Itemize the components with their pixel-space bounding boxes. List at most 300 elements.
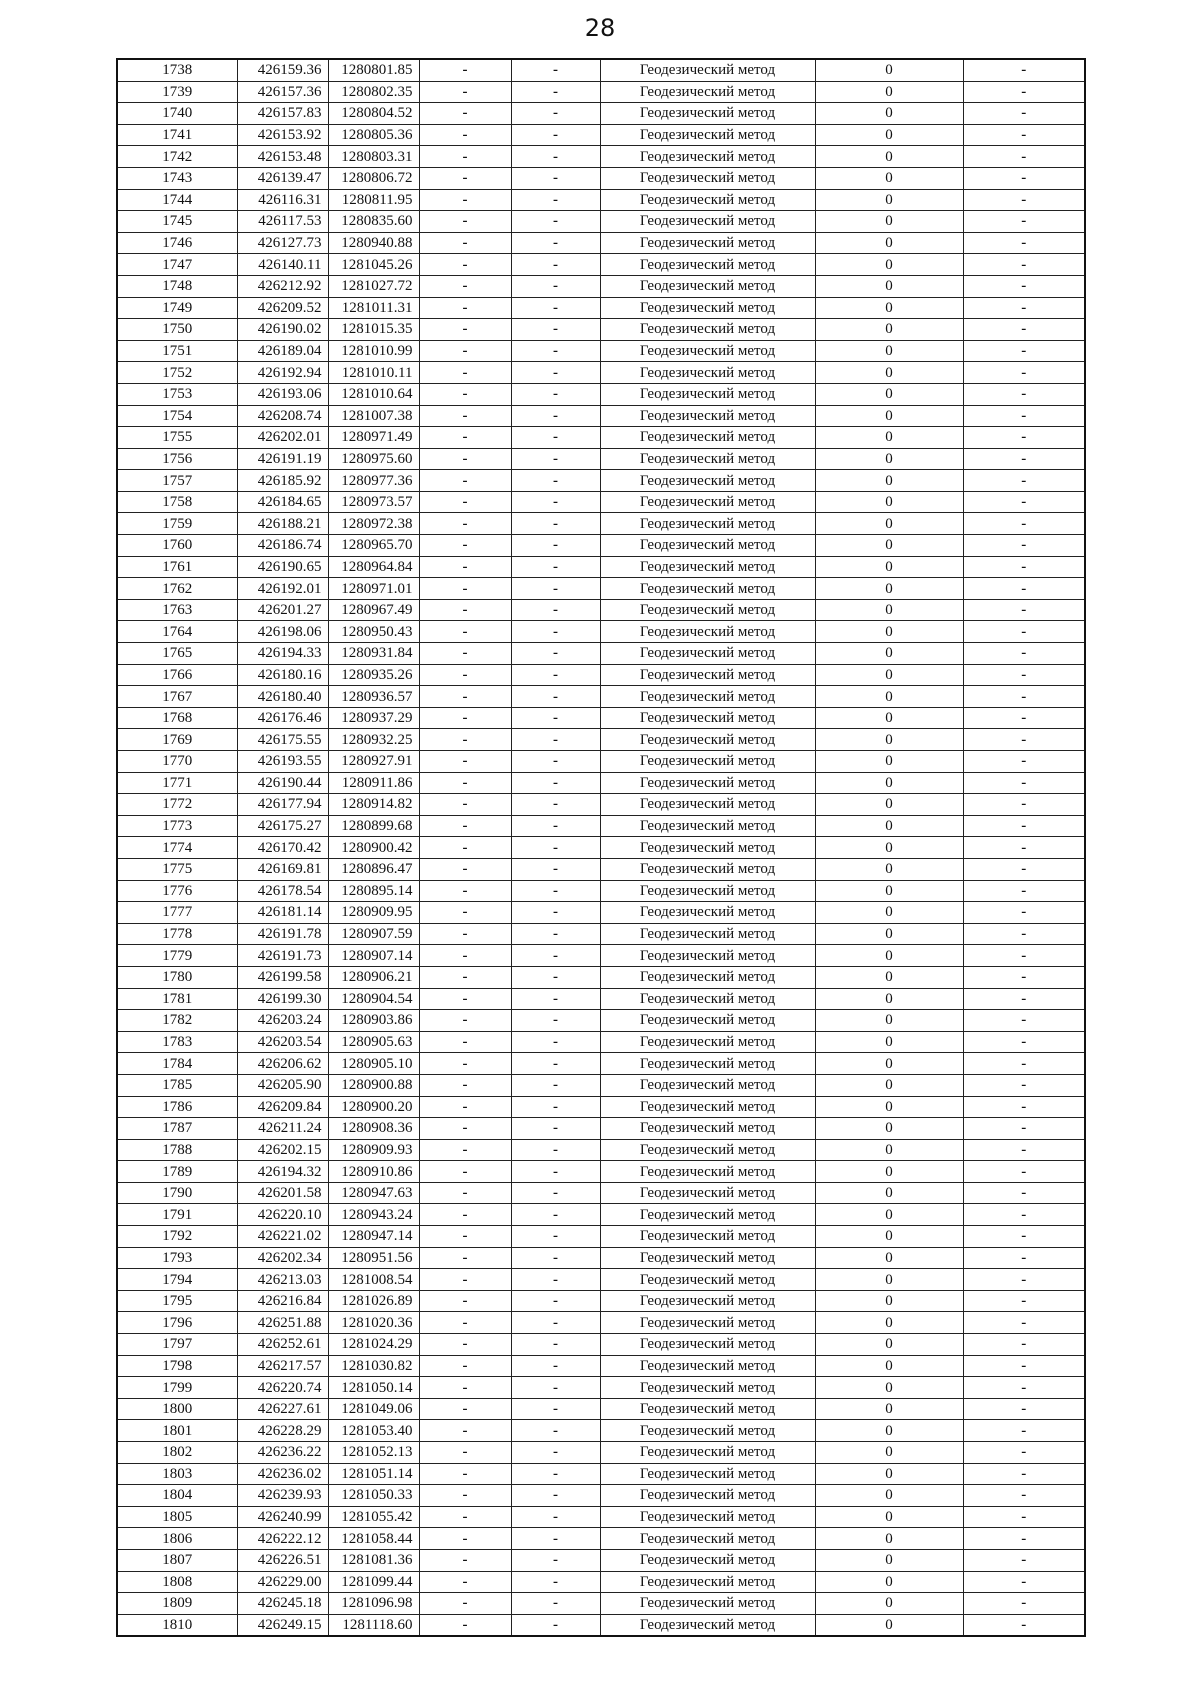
dash-cell-a: - [419, 1377, 511, 1399]
table-row [117, 1204, 1085, 1226]
table-row [117, 211, 1085, 233]
dash-cell-b: - [511, 1506, 600, 1528]
method-cell: Геодезический метод [600, 1053, 815, 1075]
method-cell: Геодезический метод [600, 470, 815, 492]
dash-cell-a: - [419, 837, 511, 859]
dash-cell-b: - [511, 772, 600, 794]
dash-cell-b: - [511, 1031, 600, 1053]
point-number-cell: 1768 [117, 707, 237, 729]
point-number-cell: 1784 [117, 1053, 237, 1075]
dash-cell-b: - [511, 815, 600, 837]
dash-cell-a: - [419, 1204, 511, 1226]
method-cell: Геодезический метод [600, 103, 815, 125]
method-cell: Геодезический метод [600, 1334, 815, 1356]
description-cell: - [963, 513, 1085, 535]
table-row [117, 729, 1085, 751]
accuracy-cell: 0 [815, 340, 963, 362]
x-coordinate-cell: 426190.44 [237, 772, 328, 794]
dash-cell-b: - [511, 1549, 600, 1571]
dash-cell-a: - [419, 1290, 511, 1312]
dash-cell-a: - [419, 383, 511, 405]
y-coordinate-cell: 1280914.82 [328, 794, 419, 816]
dash-cell-b: - [511, 1528, 600, 1550]
description-cell: - [963, 815, 1085, 837]
x-coordinate-cell: 426208.74 [237, 405, 328, 427]
accuracy-cell: 0 [815, 1355, 963, 1377]
y-coordinate-cell: 1280967.49 [328, 599, 419, 621]
x-coordinate-cell: 426198.06 [237, 621, 328, 643]
y-coordinate-cell: 1281055.42 [328, 1506, 419, 1528]
table-row [117, 491, 1085, 513]
description-cell: - [963, 491, 1085, 513]
dash-cell-b: - [511, 794, 600, 816]
y-coordinate-cell: 1281015.35 [328, 319, 419, 341]
description-cell: - [963, 1010, 1085, 1032]
method-cell: Геодезический метод [600, 902, 815, 924]
table-row [117, 556, 1085, 578]
description-cell: - [963, 167, 1085, 189]
y-coordinate-cell: 1280910.86 [328, 1161, 419, 1183]
dash-cell-a: - [419, 1053, 511, 1075]
dash-cell-b: - [511, 599, 600, 621]
dash-cell-b: - [511, 1053, 600, 1075]
dash-cell-b: - [511, 1571, 600, 1593]
table-row [117, 1139, 1085, 1161]
dash-cell-a: - [419, 232, 511, 254]
x-coordinate-cell: 426186.74 [237, 535, 328, 557]
x-coordinate-cell: 426194.33 [237, 643, 328, 665]
dash-cell-a: - [419, 945, 511, 967]
description-cell: - [963, 319, 1085, 341]
y-coordinate-cell: 1280972.38 [328, 513, 419, 535]
table-row [117, 1355, 1085, 1377]
accuracy-cell: 0 [815, 858, 963, 880]
point-number-cell: 1779 [117, 945, 237, 967]
y-coordinate-cell: 1281049.06 [328, 1398, 419, 1420]
description-cell: - [963, 362, 1085, 384]
table-row [117, 772, 1085, 794]
description-cell: - [963, 1161, 1085, 1183]
accuracy-cell: 0 [815, 470, 963, 492]
dash-cell-a: - [419, 167, 511, 189]
accuracy-cell: 0 [815, 1614, 963, 1636]
dash-cell-b: - [511, 902, 600, 924]
x-coordinate-cell: 426190.65 [237, 556, 328, 578]
dash-cell-a: - [419, 1161, 511, 1183]
method-cell: Геодезический метод [600, 772, 815, 794]
x-coordinate-cell: 426185.92 [237, 470, 328, 492]
table-row [117, 707, 1085, 729]
x-coordinate-cell: 426216.84 [237, 1290, 328, 1312]
table-row [117, 81, 1085, 103]
table-row [117, 945, 1085, 967]
point-number-cell: 1753 [117, 383, 237, 405]
x-coordinate-cell: 426140.11 [237, 254, 328, 276]
point-number-cell: 1767 [117, 686, 237, 708]
dash-cell-b: - [511, 686, 600, 708]
description-cell: - [963, 124, 1085, 146]
description-cell: - [963, 1226, 1085, 1248]
dash-cell-b: - [511, 1463, 600, 1485]
dash-cell-b: - [511, 232, 600, 254]
description-cell: - [963, 1614, 1085, 1636]
accuracy-cell: 0 [815, 1398, 963, 1420]
method-cell: Геодезический метод [600, 297, 815, 319]
y-coordinate-cell: 1281008.54 [328, 1269, 419, 1291]
x-coordinate-cell: 426209.52 [237, 297, 328, 319]
description-cell: - [963, 1290, 1085, 1312]
dash-cell-b: - [511, 211, 600, 233]
point-number-cell: 1776 [117, 880, 237, 902]
accuracy-cell: 0 [815, 1161, 963, 1183]
method-cell: Геодезический метод [600, 362, 815, 384]
dash-cell-b: - [511, 470, 600, 492]
method-cell: Геодезический метод [600, 1031, 815, 1053]
method-cell: Геодезический метод [600, 448, 815, 470]
method-cell: Геодезический метод [600, 1420, 815, 1442]
table-row [117, 1182, 1085, 1204]
table-row [117, 1549, 1085, 1571]
point-number-cell: 1790 [117, 1182, 237, 1204]
y-coordinate-cell: 1281024.29 [328, 1334, 419, 1356]
dash-cell-a: - [419, 297, 511, 319]
point-number-cell: 1780 [117, 966, 237, 988]
dash-cell-a: - [419, 513, 511, 535]
description-cell: - [963, 1204, 1085, 1226]
description-cell: - [963, 902, 1085, 924]
description-cell: - [963, 1139, 1085, 1161]
dash-cell-a: - [419, 902, 511, 924]
point-number-cell: 1793 [117, 1247, 237, 1269]
method-cell: Геодезический метод [600, 383, 815, 405]
method-cell: Геодезический метод [600, 664, 815, 686]
x-coordinate-cell: 426192.01 [237, 578, 328, 600]
y-coordinate-cell: 1281007.38 [328, 405, 419, 427]
y-coordinate-cell: 1280896.47 [328, 858, 419, 880]
x-coordinate-cell: 426239.93 [237, 1485, 328, 1507]
description-cell: - [963, 103, 1085, 125]
y-coordinate-cell: 1280805.36 [328, 124, 419, 146]
dash-cell-b: - [511, 1010, 600, 1032]
method-cell: Геодезический метод [600, 535, 815, 557]
accuracy-cell: 0 [815, 1334, 963, 1356]
accuracy-cell: 0 [815, 59, 963, 81]
table-row [117, 621, 1085, 643]
y-coordinate-cell: 1280908.36 [328, 1118, 419, 1140]
x-coordinate-cell: 426180.40 [237, 686, 328, 708]
x-coordinate-cell: 426191.73 [237, 945, 328, 967]
point-number-cell: 1788 [117, 1139, 237, 1161]
table-row [117, 1377, 1085, 1399]
dash-cell-b: - [511, 1485, 600, 1507]
x-coordinate-cell: 426236.22 [237, 1442, 328, 1464]
dash-cell-a: - [419, 923, 511, 945]
description-cell: - [963, 556, 1085, 578]
accuracy-cell: 0 [815, 1549, 963, 1571]
y-coordinate-cell: 1281011.31 [328, 297, 419, 319]
dash-cell-a: - [419, 751, 511, 773]
y-coordinate-cell: 1280811.95 [328, 189, 419, 211]
method-cell: Геодезический метод [600, 340, 815, 362]
accuracy-cell: 0 [815, 1247, 963, 1269]
dash-cell-a: - [419, 729, 511, 751]
y-coordinate-cell: 1280940.88 [328, 232, 419, 254]
point-number-cell: 1774 [117, 837, 237, 859]
table-row [117, 1226, 1085, 1248]
accuracy-cell: 0 [815, 621, 963, 643]
dash-cell-a: - [419, 254, 511, 276]
point-number-cell: 1757 [117, 470, 237, 492]
method-cell: Геодезический метод [600, 578, 815, 600]
y-coordinate-cell: 1280936.57 [328, 686, 419, 708]
table-row [117, 232, 1085, 254]
y-coordinate-cell: 1281118.60 [328, 1614, 419, 1636]
x-coordinate-cell: 426199.30 [237, 988, 328, 1010]
method-cell: Геодезический метод [600, 1549, 815, 1571]
x-coordinate-cell: 426192.94 [237, 362, 328, 384]
x-coordinate-cell: 426220.10 [237, 1204, 328, 1226]
dash-cell-b: - [511, 124, 600, 146]
description-cell: - [963, 1355, 1085, 1377]
x-coordinate-cell: 426245.18 [237, 1593, 328, 1615]
dash-cell-b: - [511, 1420, 600, 1442]
point-number-cell: 1804 [117, 1485, 237, 1507]
accuracy-cell: 0 [815, 1377, 963, 1399]
y-coordinate-cell: 1280973.57 [328, 491, 419, 513]
dash-cell-b: - [511, 923, 600, 945]
dash-cell-a: - [419, 124, 511, 146]
description-cell: - [963, 1377, 1085, 1399]
dash-cell-a: - [419, 1528, 511, 1550]
dash-cell-b: - [511, 427, 600, 449]
point-number-cell: 1742 [117, 146, 237, 168]
method-cell: Геодезический метод [600, 427, 815, 449]
method-cell: Геодезический метод [600, 319, 815, 341]
description-cell: - [963, 1528, 1085, 1550]
dash-cell-a: - [419, 491, 511, 513]
table-row [117, 902, 1085, 924]
accuracy-cell: 0 [815, 751, 963, 773]
method-cell: Геодезический метод [600, 1204, 815, 1226]
x-coordinate-cell: 426199.58 [237, 966, 328, 988]
description-cell: - [963, 59, 1085, 81]
dash-cell-b: - [511, 1355, 600, 1377]
x-coordinate-cell: 426202.15 [237, 1139, 328, 1161]
accuracy-cell: 0 [815, 81, 963, 103]
dash-cell-b: - [511, 383, 600, 405]
table-row [117, 1442, 1085, 1464]
point-number-cell: 1752 [117, 362, 237, 384]
x-coordinate-cell: 426221.02 [237, 1226, 328, 1248]
description-cell: - [963, 340, 1085, 362]
method-cell: Геодезический метод [600, 1571, 815, 1593]
accuracy-cell: 0 [815, 1226, 963, 1248]
table-row [117, 1593, 1085, 1615]
dash-cell-a: - [419, 535, 511, 557]
point-number-cell: 1759 [117, 513, 237, 535]
accuracy-cell: 0 [815, 1182, 963, 1204]
method-cell: Геодезический метод [600, 945, 815, 967]
method-cell: Геодезический метод [600, 1485, 815, 1507]
table-row [117, 362, 1085, 384]
dash-cell-a: - [419, 686, 511, 708]
accuracy-cell: 0 [815, 1118, 963, 1140]
dash-cell-a: - [419, 1118, 511, 1140]
dash-cell-b: - [511, 945, 600, 967]
x-coordinate-cell: 426159.36 [237, 59, 328, 81]
method-cell: Геодезический метод [600, 275, 815, 297]
point-number-cell: 1744 [117, 189, 237, 211]
point-number-cell: 1769 [117, 729, 237, 751]
y-coordinate-cell: 1280909.95 [328, 902, 419, 924]
dash-cell-b: - [511, 621, 600, 643]
y-coordinate-cell: 1281045.26 [328, 254, 419, 276]
method-cell: Геодезический метод [600, 81, 815, 103]
accuracy-cell: 0 [815, 1506, 963, 1528]
table-row [117, 1614, 1085, 1636]
description-cell: - [963, 189, 1085, 211]
table-row [117, 923, 1085, 945]
accuracy-cell: 0 [815, 1593, 963, 1615]
point-number-cell: 1770 [117, 751, 237, 773]
point-number-cell: 1789 [117, 1161, 237, 1183]
accuracy-cell: 0 [815, 405, 963, 427]
point-number-cell: 1792 [117, 1226, 237, 1248]
y-coordinate-cell: 1281081.36 [328, 1549, 419, 1571]
dash-cell-a: - [419, 1031, 511, 1053]
description-cell: - [963, 772, 1085, 794]
dash-cell-b: - [511, 1334, 600, 1356]
method-cell: Геодезический метод [600, 556, 815, 578]
point-number-cell: 1802 [117, 1442, 237, 1464]
accuracy-cell: 0 [815, 729, 963, 751]
dash-cell-b: - [511, 1182, 600, 1204]
point-number-cell: 1807 [117, 1549, 237, 1571]
dash-cell-a: - [419, 1247, 511, 1269]
y-coordinate-cell: 1280907.59 [328, 923, 419, 945]
x-coordinate-cell: 426209.84 [237, 1096, 328, 1118]
dash-cell-b: - [511, 167, 600, 189]
dash-cell-a: - [419, 1463, 511, 1485]
y-coordinate-cell: 1281020.36 [328, 1312, 419, 1334]
method-cell: Геодезический метод [600, 1269, 815, 1291]
description-cell: - [963, 1074, 1085, 1096]
x-coordinate-cell: 426203.54 [237, 1031, 328, 1053]
point-number-cell: 1791 [117, 1204, 237, 1226]
point-number-cell: 1765 [117, 643, 237, 665]
x-coordinate-cell: 426188.21 [237, 513, 328, 535]
method-cell: Геодезический метод [600, 880, 815, 902]
accuracy-cell: 0 [815, 535, 963, 557]
description-cell: - [963, 254, 1085, 276]
dash-cell-a: - [419, 707, 511, 729]
dash-cell-a: - [419, 621, 511, 643]
dash-cell-a: - [419, 319, 511, 341]
table-row [117, 578, 1085, 600]
accuracy-cell: 0 [815, 146, 963, 168]
dash-cell-a: - [419, 211, 511, 233]
point-number-cell: 1809 [117, 1593, 237, 1615]
page-number: 28 [584, 14, 616, 42]
point-number-cell: 1743 [117, 167, 237, 189]
accuracy-cell: 0 [815, 211, 963, 233]
y-coordinate-cell: 1280971.49 [328, 427, 419, 449]
table-row [117, 599, 1085, 621]
dash-cell-b: - [511, 59, 600, 81]
x-coordinate-cell: 426176.46 [237, 707, 328, 729]
method-cell: Геодезический метод [600, 491, 815, 513]
description-cell: - [963, 1506, 1085, 1528]
dash-cell-b: - [511, 556, 600, 578]
y-coordinate-cell: 1280943.24 [328, 1204, 419, 1226]
dash-cell-b: - [511, 1593, 600, 1615]
description-cell: - [963, 405, 1085, 427]
method-cell: Геодезический метод [600, 1010, 815, 1032]
method-cell: Геодезический метод [600, 167, 815, 189]
accuracy-cell: 0 [815, 1269, 963, 1291]
point-number-cell: 1747 [117, 254, 237, 276]
dash-cell-a: - [419, 988, 511, 1010]
method-cell: Геодезический метод [600, 1506, 815, 1528]
accuracy-cell: 0 [815, 232, 963, 254]
method-cell: Геодезический метод [600, 1355, 815, 1377]
dash-cell-a: - [419, 362, 511, 384]
table-row [117, 146, 1085, 168]
dash-cell-a: - [419, 1226, 511, 1248]
accuracy-cell: 0 [815, 1571, 963, 1593]
dash-cell-a: - [419, 1096, 511, 1118]
point-number-cell: 1755 [117, 427, 237, 449]
table-row [117, 880, 1085, 902]
method-cell: Геодезический метод [600, 1139, 815, 1161]
method-cell: Геодезический метод [600, 751, 815, 773]
description-cell: - [963, 599, 1085, 621]
x-coordinate-cell: 426226.51 [237, 1549, 328, 1571]
x-coordinate-cell: 426203.24 [237, 1010, 328, 1032]
dash-cell-b: - [511, 513, 600, 535]
method-cell: Геодезический метод [600, 1312, 815, 1334]
y-coordinate-cell: 1280904.54 [328, 988, 419, 1010]
table-row [117, 1269, 1085, 1291]
table-row [117, 1312, 1085, 1334]
accuracy-cell: 0 [815, 1528, 963, 1550]
point-number-cell: 1778 [117, 923, 237, 945]
method-cell: Геодезический метод [600, 189, 815, 211]
dash-cell-b: - [511, 729, 600, 751]
dash-cell-b: - [511, 1118, 600, 1140]
y-coordinate-cell: 1281050.33 [328, 1485, 419, 1507]
method-cell: Геодезический метод [600, 1118, 815, 1140]
accuracy-cell: 0 [815, 902, 963, 924]
dash-cell-a: - [419, 448, 511, 470]
dash-cell-b: - [511, 1312, 600, 1334]
accuracy-cell: 0 [815, 103, 963, 125]
y-coordinate-cell: 1280802.35 [328, 81, 419, 103]
x-coordinate-cell: 426206.62 [237, 1053, 328, 1075]
method-cell: Геодезический метод [600, 1226, 815, 1248]
x-coordinate-cell: 426191.19 [237, 448, 328, 470]
dash-cell-b: - [511, 1139, 600, 1161]
dash-cell-b: - [511, 1247, 600, 1269]
dash-cell-a: - [419, 427, 511, 449]
x-coordinate-cell: 426240.99 [237, 1506, 328, 1528]
dash-cell-a: - [419, 1355, 511, 1377]
dash-cell-a: - [419, 880, 511, 902]
x-coordinate-cell: 426181.14 [237, 902, 328, 924]
accuracy-cell: 0 [815, 491, 963, 513]
x-coordinate-cell: 426193.06 [237, 383, 328, 405]
description-cell: - [963, 1182, 1085, 1204]
